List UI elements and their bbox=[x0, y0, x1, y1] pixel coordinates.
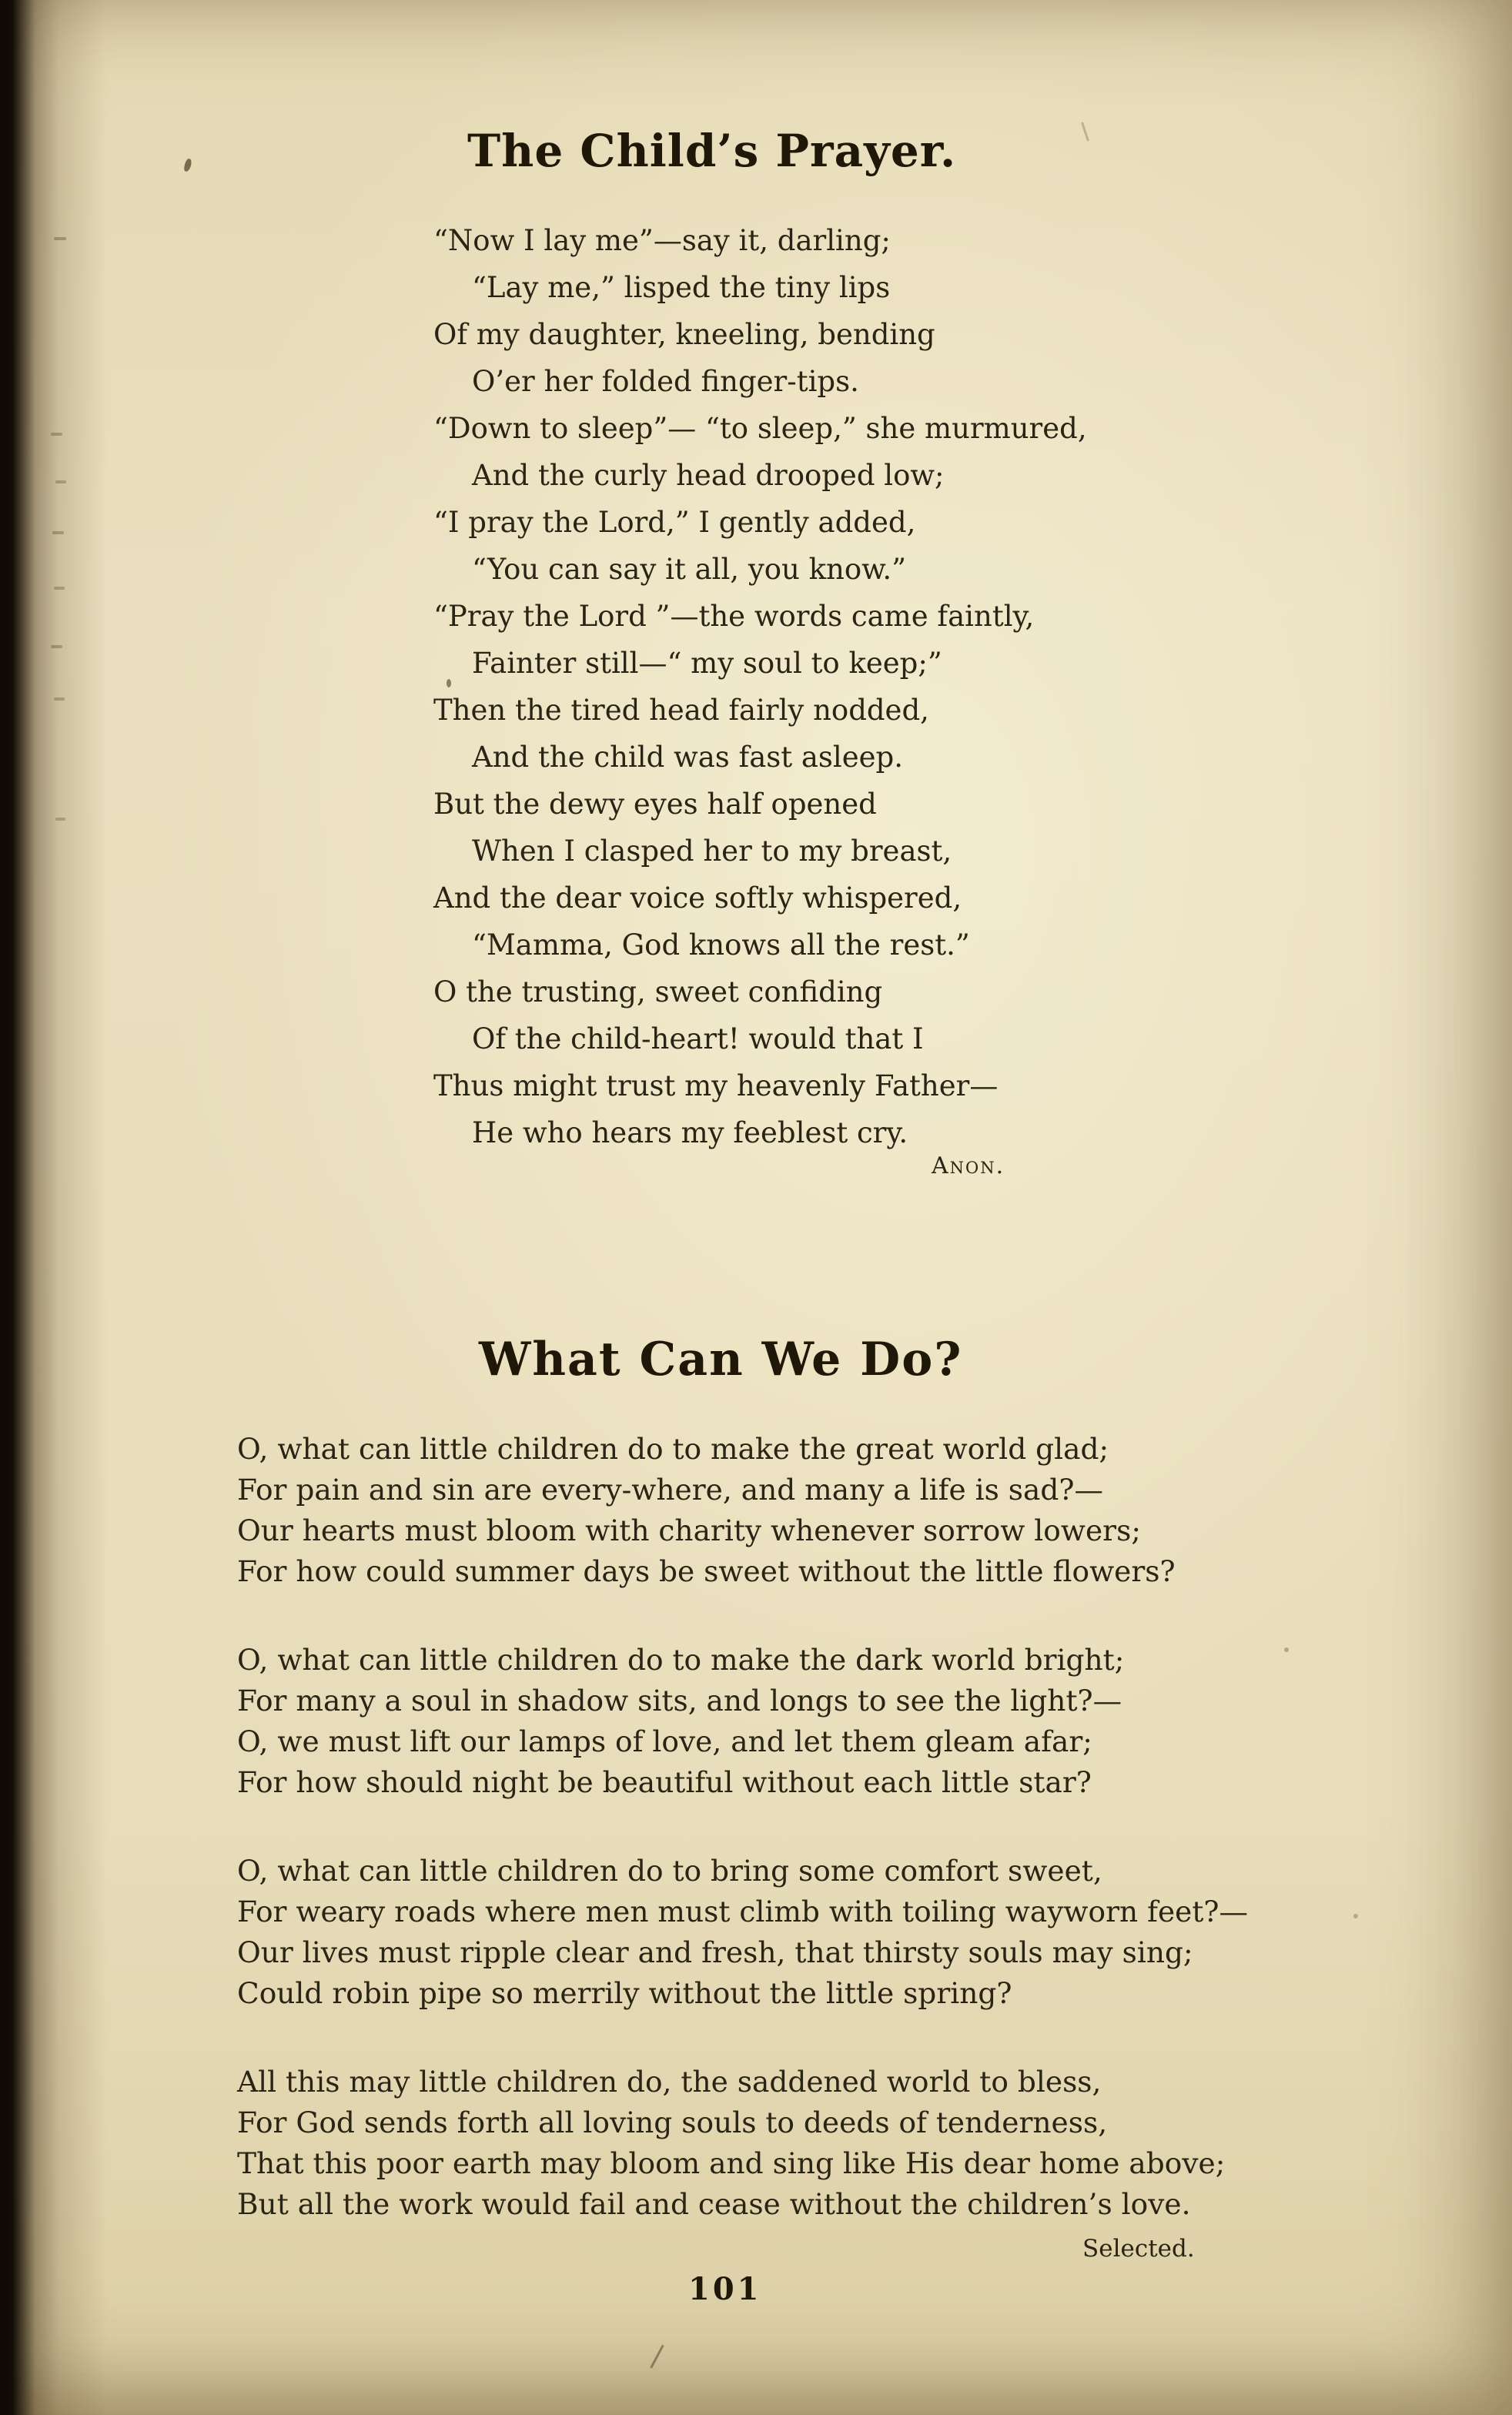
poem-line: O the trusting, sweet confiding bbox=[433, 975, 883, 1008]
poem-line: O, what can little children do to bring some comfort sweet, bbox=[237, 1854, 1102, 1888]
poem-title-what-can-we-do: What Can We Do? bbox=[479, 1333, 963, 1386]
poem-line: When I clasped her to my breast, bbox=[472, 835, 952, 868]
poem-line: But the dewy eyes half opened bbox=[433, 788, 877, 821]
poem-line: All this may little children do, the saddened world to bless, bbox=[237, 2065, 1102, 2099]
poem-line: “You can say it all, you know.” bbox=[472, 553, 907, 586]
scan-artifact bbox=[55, 818, 65, 821]
poem-line: And the child was fast asleep. bbox=[472, 741, 903, 774]
stanza-2 bbox=[237, 1640, 1392, 1803]
poem-line: For God sends forth all loving souls to deeds of tenderness, bbox=[237, 2106, 1108, 2139]
poem-line: For many a soul in shadow sits, and longs to see the light?— bbox=[237, 1684, 1122, 1718]
poem-line: For weary roads where men must climb with toiling wayworn feet?— bbox=[237, 1895, 1249, 1928]
poem-line: And the curly head drooped low; bbox=[472, 459, 945, 492]
scan-artifact bbox=[183, 158, 192, 172]
poem-line: And the dear voice softly whispered, bbox=[433, 881, 962, 915]
poem-title-childs-prayer: The Child’s Prayer. bbox=[467, 125, 957, 177]
poem-line: That this poor earth may bloom and sing like His dear home above; bbox=[237, 2146, 1226, 2180]
poem-line: Our hearts must bloom with charity whenever sorrow lowers; bbox=[237, 1514, 1141, 1547]
stanza-3 bbox=[237, 1851, 1392, 2014]
poem-line: Could robin pipe so merrily without the little spring? bbox=[237, 1976, 1012, 2010]
poem-line: O’er her folded finger-tips. bbox=[472, 365, 859, 398]
scan-artifact bbox=[55, 480, 66, 483]
poem-line: Then the tired head fairly nodded, bbox=[433, 694, 929, 727]
poem-line: O, what can little children do to make the dark world bright; bbox=[237, 1643, 1125, 1677]
poem-line: O, we must lift our lamps of love, and let them gleam afar; bbox=[237, 1724, 1092, 1758]
poem-line: “I pray the Lord,” I gently added, bbox=[433, 506, 916, 539]
poem-line: “Down to sleep”— “to sleep,” she murmured, bbox=[433, 412, 1087, 445]
scan-artifact bbox=[51, 433, 62, 436]
book-binding-shadow bbox=[0, 0, 108, 2415]
poem-line: For how should night be beautiful without each little star? bbox=[237, 1765, 1092, 1799]
poem-line: For pain and sin are every-where, and many a life is sad?— bbox=[237, 1473, 1103, 1507]
page-number: 101 bbox=[688, 2271, 762, 2307]
poem-line: Of my daughter, kneeling, bending bbox=[433, 318, 935, 351]
poem-line: He who hears my feeblest cry. bbox=[472, 1116, 908, 1149]
poem-line: “Lay me,” lisped the tiny lips bbox=[472, 271, 891, 304]
scan-artifact bbox=[51, 645, 62, 648]
scan-artifact bbox=[52, 531, 64, 534]
scan-artifact bbox=[54, 587, 65, 590]
poem-line: Fainter still—“ my soul to keep;” bbox=[472, 647, 942, 680]
stanza-1 bbox=[237, 1429, 1392, 1592]
poem-line: “Now I lay me”—say it, darling; bbox=[433, 224, 891, 257]
poem-line: Thus might trust my heavenly Father— bbox=[433, 1069, 999, 1102]
poem-line: “Pray the Lord ”—the words came faintly, bbox=[433, 600, 1035, 633]
scan-artifact bbox=[650, 2344, 664, 2368]
poem-attribution-selected: Selected. bbox=[1082, 2235, 1195, 2263]
poem-childs-prayer bbox=[433, 217, 1203, 1156]
poem-line: Of the child-heart! would that I bbox=[472, 1022, 924, 1055]
poem-line: O, what can little children do to make the great world glad; bbox=[237, 1432, 1109, 1466]
poem-line: For how could summer days be sweet without the little flowers? bbox=[237, 1554, 1176, 1588]
poem-what-can-we-do bbox=[237, 1429, 1392, 2273]
poem-line: But all the work would fail and cease without the children’s love. bbox=[237, 2187, 1191, 2221]
stanza-4 bbox=[237, 2062, 1392, 2225]
scan-artifact bbox=[54, 697, 65, 701]
poem-attribution-anon: Anon. bbox=[932, 1152, 1005, 1179]
poem-line: Our lives must ripple clear and fresh, that thirsty souls may sing; bbox=[237, 1935, 1193, 1969]
poem-line: “Mamma, God knows all the rest.” bbox=[472, 928, 970, 962]
scan-artifact bbox=[1081, 122, 1089, 142]
scan-artifact bbox=[54, 237, 66, 240]
